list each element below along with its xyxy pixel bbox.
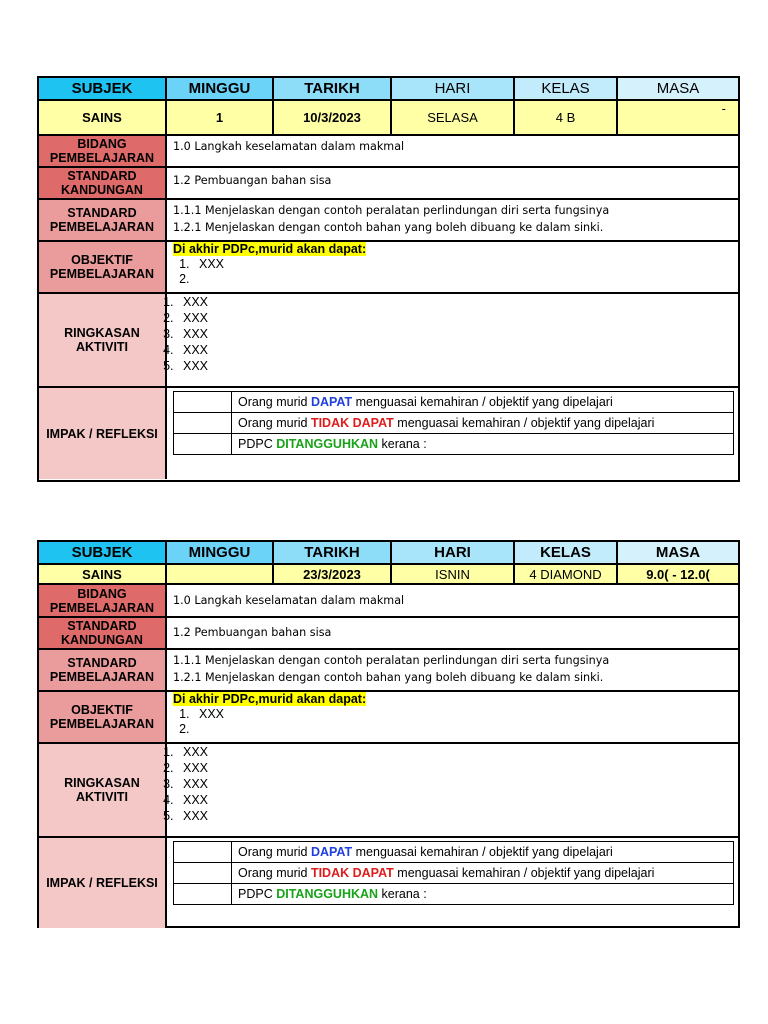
- impak-table: [173, 391, 734, 455]
- header-masa: MASA: [618, 78, 738, 99]
- impak-text-tidak-dapat: Orang murid TIDAK DAPAT menguasai kemahiran / objektif yang dipelajari: [232, 863, 734, 884]
- content-impak-refleksi: [167, 388, 738, 479]
- header-kelas: KELAS: [515, 542, 618, 563]
- row-impak-refleksi: [39, 388, 738, 479]
- header-kelas: KELAS: [515, 78, 618, 99]
- header-hari: HARI: [392, 78, 515, 99]
- value-subjek: SAINS: [39, 101, 167, 134]
- label-standard-kandungan: STANDARD KANDUNGAN: [39, 168, 167, 198]
- header-tarikh: TARIKH: [274, 542, 392, 563]
- impak-count-dapat[interactable]: [174, 392, 232, 413]
- list-item: [193, 722, 732, 737]
- value-hari: ISNIN: [392, 565, 515, 583]
- content-standard-pembelajaran: 1.1.1 Menjelaskan dengan contoh peralatan perlindungan diri serta fungsinya 1.2.1 Menjelaskan dengan contoh bahan yang boleh dibuang ke dalam sinki.: [173, 654, 610, 684]
- row-ringkasan-aktiviti: [39, 744, 738, 838]
- impak-text-ditangguhkan: PDPC DITANGGUHKAN kerana :: [232, 434, 734, 455]
- table-row: [174, 434, 734, 455]
- values-row: [39, 101, 738, 136]
- label-objektif: OBJEKTIF PEMBELAJARAN: [39, 692, 167, 742]
- row-impak-refleksi: [39, 838, 738, 928]
- lesson-plan-1: [37, 76, 740, 482]
- row-ringkasan-aktiviti: [39, 294, 738, 388]
- content-standard-pembelajaran: 1.1.1 Menjelaskan dengan contoh peralatan perlindungan diri serta fungsinya 1.2.1 Menjelaskan dengan contoh bahan yang boleh dibuang ke dalam sinki.: [173, 204, 610, 234]
- label-standard-pembelajaran: STANDARD PEMBELAJARAN: [39, 200, 167, 240]
- label-ringkasan-aktiviti: RINGKASAN AKTIVITI: [39, 294, 167, 386]
- table-row: [174, 392, 734, 413]
- list-item: 2. XXX: [177, 310, 738, 326]
- value-minggu: 1: [167, 101, 274, 134]
- label-impak-refleksi: IMPAK / REFLEKSI: [39, 388, 167, 479]
- objektif-list: [173, 257, 732, 287]
- header-row: [39, 542, 738, 565]
- value-minggu: [167, 565, 274, 583]
- impak-table: [173, 841, 734, 905]
- aktiviti-list: [167, 744, 738, 824]
- list-item: 2. XXX: [177, 760, 738, 776]
- content-objektif: [167, 242, 738, 292]
- label-bidang: BIDANG PEMBELAJARAN: [39, 585, 167, 616]
- header-masa: MASA: [618, 542, 738, 563]
- list-item: [193, 272, 732, 287]
- content-standard-kandungan: 1.2 Pembuangan bahan sisa: [173, 174, 332, 187]
- list-item: 4. XXX: [177, 342, 738, 358]
- value-masa: -: [721, 101, 726, 116]
- row-bidang: [39, 136, 738, 168]
- table-row: [174, 842, 734, 863]
- values-row: [39, 565, 738, 585]
- objektif-intro: Di akhir PDPc,murid akan dapat:: [173, 242, 367, 256]
- row-standard-pembelajaran: [39, 200, 738, 242]
- row-standard-kandungan: [39, 618, 738, 650]
- content-impak-refleksi: [167, 838, 738, 928]
- table-row: [174, 884, 734, 905]
- content-ringkasan-aktiviti: [167, 294, 738, 386]
- list-item: 1. XXX: [193, 257, 732, 272]
- label-bidang: BIDANG PEMBELAJARAN: [39, 136, 167, 166]
- impak-count-tidak-dapat[interactable]: [174, 863, 232, 884]
- header-minggu: MINGGU: [167, 78, 274, 99]
- label-standard-kandungan: STANDARD KANDUNGAN: [39, 618, 167, 648]
- label-ringkasan-aktiviti: RINGKASAN AKTIVITI: [39, 744, 167, 836]
- value-subjek: SAINS: [39, 565, 167, 583]
- value-tarikh: 23/3/2023: [274, 565, 392, 583]
- impak-text-dapat: Orang murid DAPAT menguasai kemahiran / objektif yang dipelajari: [232, 392, 734, 413]
- objektif-intro: Di akhir PDPc,murid akan dapat:: [173, 692, 367, 706]
- value-kelas: 4 DIAMOND: [515, 565, 618, 583]
- row-standard-pembelajaran: [39, 650, 738, 692]
- content-ringkasan-aktiviti: [167, 744, 738, 836]
- list-item: 1. XXX: [193, 707, 732, 722]
- label-objektif: OBJEKTIF PEMBELAJARAN: [39, 242, 167, 292]
- content-objektif: [167, 692, 738, 742]
- objektif-list: [173, 707, 732, 737]
- value-hari: SELASA: [392, 101, 515, 134]
- header-subjek: SUBJEK: [39, 78, 167, 99]
- label-standard-pembelajaran: STANDARD PEMBELAJARAN: [39, 650, 167, 690]
- row-standard-kandungan: [39, 168, 738, 200]
- row-objektif: [39, 242, 738, 294]
- impak-count-tidak-dapat[interactable]: [174, 413, 232, 434]
- impak-count-dapat[interactable]: [174, 842, 232, 863]
- header-row: [39, 78, 738, 101]
- list-item: 3. XXX: [177, 776, 738, 792]
- value-tarikh: 10/3/2023: [274, 101, 392, 134]
- list-item: 5. XXX: [177, 358, 738, 374]
- list-item: 3. XXX: [177, 326, 738, 342]
- table-row: [174, 413, 734, 434]
- label-impak-refleksi: IMPAK / REFLEKSI: [39, 838, 167, 928]
- header-tarikh: TARIKH: [274, 78, 392, 99]
- table-row: [174, 863, 734, 884]
- list-item: 1. XXX: [177, 294, 738, 310]
- row-bidang: [39, 585, 738, 618]
- impak-count-ditangguhkan[interactable]: [174, 434, 232, 455]
- content-bidang: 1.0 Langkah keselamatan dalam makmal: [173, 140, 405, 153]
- header-hari: HARI: [392, 542, 515, 563]
- impak-text-ditangguhkan: PDPC DITANGGUHKAN kerana :: [232, 884, 734, 905]
- impak-text-tidak-dapat: Orang murid TIDAK DAPAT menguasai kemahiran / objektif yang dipelajari: [232, 413, 734, 434]
- value-masa: 9.0( - 12.0(: [646, 566, 710, 582]
- content-bidang: 1.0 Langkah keselamatan dalam makmal: [173, 594, 405, 607]
- lesson-plan-2: [37, 540, 740, 928]
- header-subjek: SUBJEK: [39, 542, 167, 563]
- impak-count-ditangguhkan[interactable]: [174, 884, 232, 905]
- aktiviti-list: [167, 294, 738, 374]
- impak-text-dapat: Orang murid DAPAT menguasai kemahiran / objektif yang dipelajari: [232, 842, 734, 863]
- value-kelas: 4 B: [515, 101, 618, 134]
- row-objektif: [39, 692, 738, 744]
- list-item: 4. XXX: [177, 792, 738, 808]
- content-standard-kandungan: 1.2 Pembuangan bahan sisa: [173, 626, 332, 639]
- list-item: 5. XXX: [177, 808, 738, 824]
- list-item: 1. XXX: [177, 744, 738, 760]
- header-minggu: MINGGU: [167, 542, 274, 563]
